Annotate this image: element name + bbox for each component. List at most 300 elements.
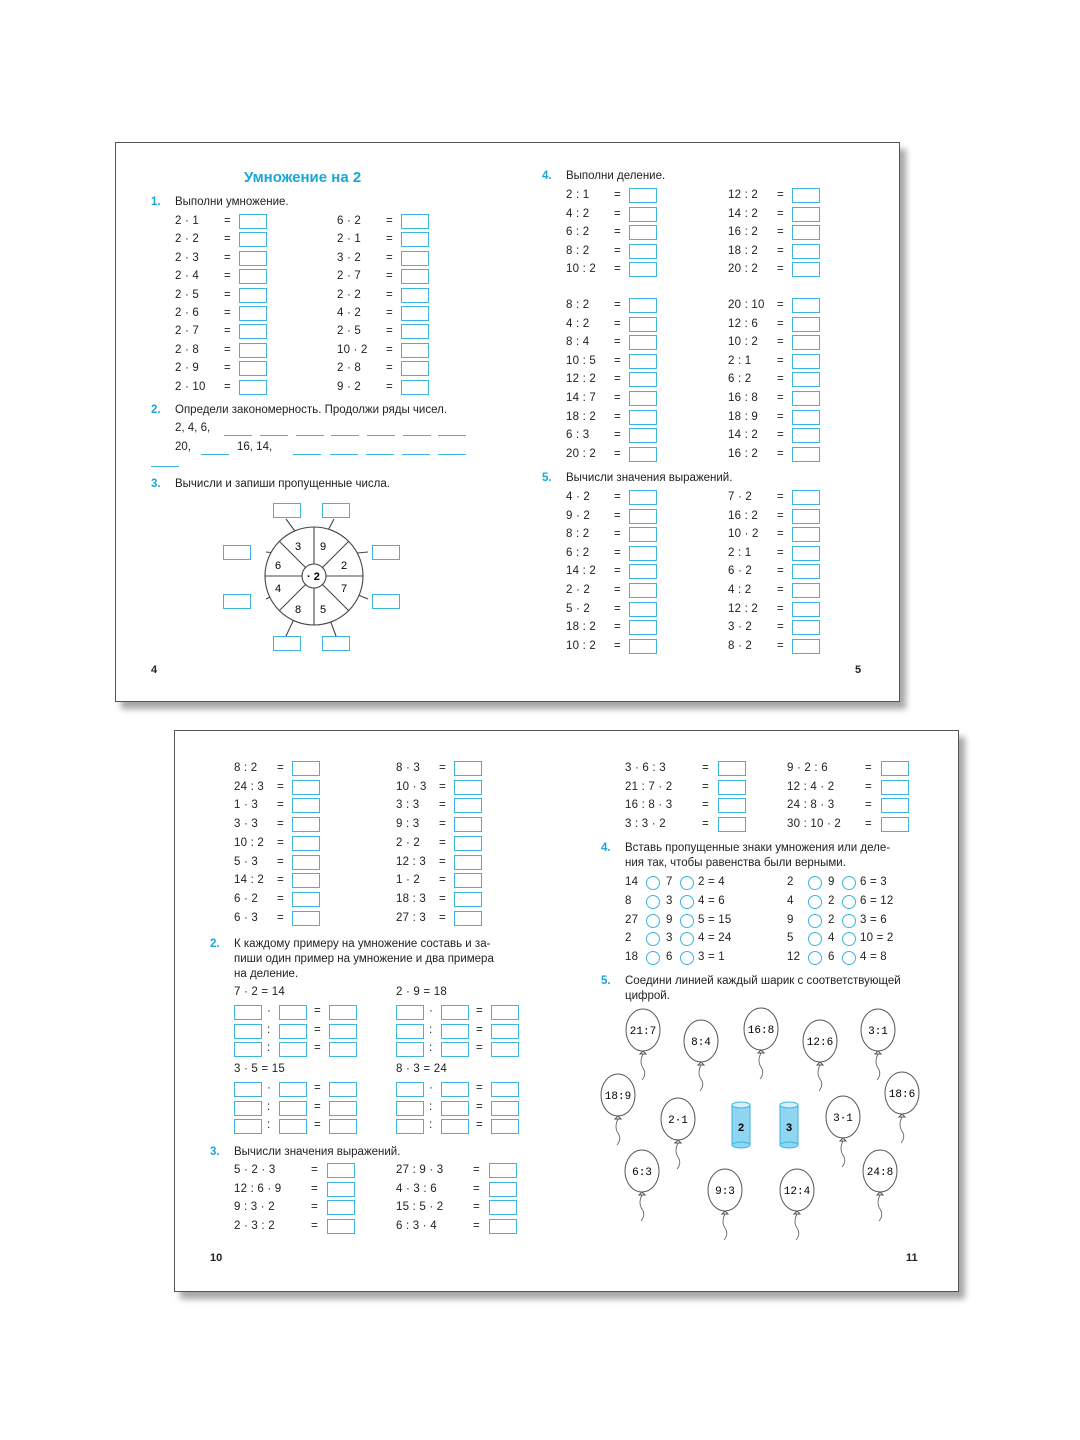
answer-box[interactable]: [792, 639, 820, 654]
equals-sign: =: [277, 762, 284, 774]
balloon[interactable]: [744, 1008, 778, 1079]
equals-sign: =: [314, 1119, 321, 1131]
equation-result: 2 = 4: [698, 876, 725, 888]
expression: 8 : 2: [566, 528, 590, 541]
balloon[interactable]: [861, 1009, 895, 1080]
balloon[interactable]: [863, 1150, 897, 1221]
answer-box[interactable]: [792, 207, 820, 222]
sequence-blank[interactable]: [330, 453, 358, 455]
equals-sign: =: [314, 1005, 321, 1017]
balloon-label: 24:8: [866, 1167, 894, 1179]
equals-sign: =: [386, 215, 393, 227]
answer-box[interactable]: [718, 780, 746, 795]
balloon[interactable]: [885, 1072, 919, 1143]
sequence-blank[interactable]: [438, 453, 466, 455]
answer-box[interactable]: [491, 1042, 519, 1057]
operator-circle[interactable]: [646, 932, 660, 946]
expression: 27 : 3: [396, 911, 426, 924]
answer-box[interactable]: [629, 583, 657, 598]
expression: 3 · 6 : 3: [625, 762, 666, 774]
answer-box[interactable]: [629, 546, 657, 561]
equals-sign: =: [311, 1182, 318, 1195]
answer-box[interactable]: [239, 343, 267, 358]
answer-box[interactable]: [489, 1182, 517, 1197]
equals-sign: =: [439, 818, 446, 831]
answer-box[interactable]: [629, 527, 657, 542]
equals-sign: =: [614, 392, 621, 404]
answer-box[interactable]: [792, 546, 820, 561]
answer-box[interactable]: [629, 602, 657, 617]
equals-sign: =: [777, 509, 784, 522]
digit-cylinder[interactable]: [780, 1102, 798, 1148]
answer-box[interactable]: [718, 817, 746, 832]
answer-box[interactable]: [629, 244, 657, 259]
answer-box[interactable]: [629, 391, 657, 406]
answer-box[interactable]: [454, 836, 482, 851]
answer-box[interactable]: [239, 214, 267, 229]
answer-box[interactable]: [792, 244, 820, 259]
answer-box[interactable]: [792, 317, 820, 332]
answer-box[interactable]: [441, 1042, 469, 1057]
answer-box[interactable]: [629, 410, 657, 425]
answer-box[interactable]: [279, 1082, 307, 1097]
equals-sign: =: [439, 780, 446, 793]
operator-circle[interactable]: [808, 932, 822, 946]
answer-box[interactable]: [792, 583, 820, 598]
expression: 9 · 2: [337, 380, 362, 393]
operator-circle[interactable]: [808, 876, 822, 890]
expression: 5 · 2 · 3: [234, 1164, 276, 1176]
answer-box[interactable]: [396, 1119, 424, 1134]
answer-box[interactable]: [792, 620, 820, 635]
task2-line: К каждому примеру на умножение составь и за-: [234, 938, 491, 950]
answer-box[interactable]: [792, 391, 820, 406]
expression: 6 · 2: [337, 215, 362, 227]
answer-box[interactable]: [292, 798, 320, 813]
answer-box[interactable]: [327, 1219, 355, 1234]
answer-box[interactable]: [454, 780, 482, 795]
sequence-blank[interactable]: [331, 434, 359, 436]
sequence-row-1: 2, 4, 6,: [175, 422, 211, 434]
answer-box[interactable]: [401, 251, 429, 266]
equals-sign: =: [614, 602, 621, 615]
task2-line: пиши один пример на умножение и два примера: [234, 953, 494, 965]
answer-box[interactable]: [234, 1024, 262, 1039]
wheel-answer-box[interactable]: [223, 545, 251, 560]
wheel-answer-box[interactable]: [322, 503, 350, 518]
expression: 6 : 3: [566, 429, 590, 442]
expression: 18 : 9: [728, 410, 758, 423]
operator-circle[interactable]: [842, 951, 856, 965]
answer-box[interactable]: [629, 207, 657, 222]
operator-circle[interactable]: [808, 914, 822, 928]
answer-box[interactable]: [396, 1005, 424, 1020]
equals-sign: =: [224, 362, 231, 375]
balloon[interactable]: [626, 1009, 660, 1080]
balloon[interactable]: [708, 1169, 742, 1240]
expression: 3 : 3: [396, 799, 420, 812]
answer-box[interactable]: [401, 361, 429, 376]
answer-box[interactable]: [329, 1024, 357, 1039]
answer-box[interactable]: [329, 1101, 357, 1116]
balloon[interactable]: [661, 1098, 695, 1169]
wheel-answer-box[interactable]: [273, 636, 301, 651]
expression: 2 · 9: [175, 362, 200, 375]
expression: 14 : 2: [566, 565, 596, 578]
page-number-left: 10: [210, 1252, 223, 1264]
operator-circle[interactable]: [808, 951, 822, 965]
answer-box[interactable]: [234, 1042, 262, 1057]
expression: 6 · 2: [234, 892, 259, 905]
equals-sign: =: [311, 1164, 318, 1176]
answer-box[interactable]: [454, 892, 482, 907]
equals-sign: =: [314, 1082, 321, 1094]
task5-line: цифрой.: [625, 990, 670, 1002]
equals-sign: =: [439, 836, 446, 849]
equals-sign: =: [702, 780, 709, 793]
equals-sign: =: [277, 874, 284, 887]
task2-text: Определи закономерность. Продолжи ряды чисел.: [175, 404, 448, 416]
balloon[interactable]: [826, 1096, 860, 1167]
wheel-center: · 2: [307, 571, 320, 583]
answer-box[interactable]: [792, 354, 820, 369]
multiplication-example: 3 · 5 = 15: [234, 1063, 285, 1075]
answer-box[interactable]: [279, 1119, 307, 1134]
answer-box[interactable]: [234, 1005, 262, 1020]
answer-box[interactable]: [441, 1005, 469, 1020]
balloon[interactable]: [601, 1074, 635, 1145]
answer-box[interactable]: [292, 873, 320, 888]
answer-box[interactable]: [292, 855, 320, 870]
equals-sign: =: [777, 584, 784, 596]
answer-box[interactable]: [239, 306, 267, 321]
sequence-blank[interactable]: [366, 453, 394, 455]
expression: 4 · 3 : 6: [396, 1182, 437, 1195]
expression: 8 : 2: [566, 244, 590, 257]
sequence-blank[interactable]: [402, 453, 430, 455]
answer-box[interactable]: [454, 911, 482, 926]
answer-box[interactable]: [396, 1042, 424, 1057]
answer-box[interactable]: [396, 1101, 424, 1116]
answer-box[interactable]: [491, 1101, 519, 1116]
answer-box[interactable]: [792, 447, 820, 462]
balloon-label: 3·1: [833, 1113, 853, 1125]
sequence-blank[interactable]: [438, 434, 466, 436]
expression: 12 : 2: [728, 189, 758, 201]
balloon[interactable]: [625, 1150, 659, 1221]
answer-box[interactable]: [454, 798, 482, 813]
answer-box[interactable]: [292, 892, 320, 907]
balloon[interactable]: [780, 1169, 814, 1240]
sequence-blank[interactable]: [201, 453, 229, 455]
equals-sign: =: [224, 251, 231, 264]
expression: 24 : 3: [234, 780, 264, 793]
answer-box[interactable]: [401, 306, 429, 321]
equation-number: 2: [625, 932, 632, 945]
answer-box[interactable]: [279, 1101, 307, 1116]
task3-number: 3.: [151, 478, 161, 490]
wheel-answer-box[interactable]: [273, 503, 301, 518]
answer-box[interactable]: [489, 1200, 517, 1215]
answer-box[interactable]: [234, 1082, 262, 1097]
equals-sign: =: [777, 244, 784, 257]
answer-box[interactable]: [292, 817, 320, 832]
operator-circle[interactable]: [646, 895, 660, 909]
operator-circle[interactable]: [680, 895, 694, 909]
answer-box[interactable]: [489, 1163, 517, 1178]
equals-sign: =: [439, 762, 446, 774]
task3-number: 3.: [210, 1146, 220, 1158]
expression: 12 : 4 · 2: [787, 780, 835, 793]
wheel-answer-box[interactable]: [372, 545, 400, 560]
equation-result: 10 = 2: [860, 932, 894, 945]
answer-box[interactable]: [441, 1101, 469, 1116]
answer-box[interactable]: [629, 317, 657, 332]
answer-box[interactable]: [396, 1082, 424, 1097]
answer-box[interactable]: [792, 335, 820, 350]
answer-box[interactable]: [718, 761, 746, 776]
equals-sign: =: [614, 317, 621, 330]
balloon-label: 18:9: [604, 1091, 632, 1103]
equals-sign: =: [439, 799, 446, 812]
task5-text: Вычисли значения выражений.: [566, 472, 733, 484]
answer-box[interactable]: [792, 564, 820, 579]
equals-sign: =: [777, 639, 784, 652]
expression: 10 : 5: [566, 354, 596, 367]
answer-box[interactable]: [629, 262, 657, 277]
operation-sign: :: [267, 1119, 271, 1131]
operator-circle[interactable]: [646, 951, 660, 965]
task2-number: 2.: [210, 938, 220, 950]
equals-sign: =: [224, 380, 231, 393]
operator-circle[interactable]: [842, 876, 856, 890]
equals-sign: =: [614, 429, 621, 442]
answer-box[interactable]: [401, 269, 429, 284]
answer-box[interactable]: [239, 288, 267, 303]
answer-box[interactable]: [881, 761, 909, 776]
equation-result: 3 = 1: [698, 951, 725, 964]
equals-sign: =: [777, 392, 784, 404]
answer-box[interactable]: [629, 188, 657, 203]
task4-number: 4.: [542, 170, 552, 182]
answer-box[interactable]: [792, 225, 820, 240]
answer-box[interactable]: [234, 1101, 262, 1116]
expression: 2 · 1: [175, 215, 200, 227]
answer-box[interactable]: [327, 1163, 355, 1178]
operator-circle[interactable]: [808, 895, 822, 909]
wheel-answer-box[interactable]: [223, 594, 251, 609]
answer-box[interactable]: [629, 447, 657, 462]
expression: 6 : 2: [566, 226, 590, 239]
answer-box[interactable]: [327, 1200, 355, 1215]
answer-box[interactable]: [327, 1182, 355, 1197]
expression: 9 : 3: [396, 818, 420, 831]
answer-box[interactable]: [292, 780, 320, 795]
expression: 2 · 1: [337, 233, 362, 246]
operation-sign: :: [429, 1119, 433, 1131]
answer-box[interactable]: [881, 817, 909, 832]
answer-box[interactable]: [234, 1119, 262, 1134]
sequence-blank[interactable]: [260, 434, 288, 436]
wheel-sector: 2: [341, 560, 348, 572]
equals-sign: =: [614, 207, 621, 220]
answer-box[interactable]: [792, 509, 820, 524]
operator-circle[interactable]: [680, 951, 694, 965]
digit-cylinder[interactable]: [732, 1102, 750, 1148]
operator-circle[interactable]: [842, 932, 856, 946]
operation-sign: ·: [429, 1005, 434, 1017]
sequence-blank[interactable]: [293, 453, 321, 455]
expression: 8 · 2: [728, 639, 753, 652]
operator-circle[interactable]: [842, 895, 856, 909]
answer-box[interactable]: [629, 225, 657, 240]
answer-box[interactable]: [279, 1042, 307, 1057]
operator-circle[interactable]: [842, 914, 856, 928]
answer-box[interactable]: [239, 380, 267, 395]
answer-box[interactable]: [629, 354, 657, 369]
answer-box[interactable]: [329, 1082, 357, 1097]
answer-box[interactable]: [792, 262, 820, 277]
answer-box[interactable]: [239, 232, 267, 247]
answer-box[interactable]: [629, 564, 657, 579]
answer-box[interactable]: [792, 428, 820, 443]
answer-box[interactable]: [279, 1024, 307, 1039]
answer-box[interactable]: [792, 372, 820, 387]
equals-sign: =: [386, 380, 393, 393]
equals-sign: =: [476, 1042, 483, 1054]
answer-box[interactable]: [396, 1024, 424, 1039]
answer-box[interactable]: [239, 251, 267, 266]
answer-box[interactable]: [329, 1005, 357, 1020]
equals-sign: =: [865, 780, 872, 793]
answer-box[interactable]: [401, 324, 429, 339]
equals-sign: =: [476, 1005, 483, 1017]
answer-box[interactable]: [629, 428, 657, 443]
answer-box[interactable]: [629, 298, 657, 313]
answer-box[interactable]: [881, 798, 909, 813]
operator-circle[interactable]: [646, 876, 660, 890]
expression: 6 : 2: [566, 546, 590, 559]
sequence-blank[interactable]: [224, 434, 252, 436]
answer-box[interactable]: [881, 780, 909, 795]
equals-sign: =: [314, 1100, 321, 1113]
equals-sign: =: [777, 429, 784, 442]
operator-circle[interactable]: [646, 914, 660, 928]
answer-box[interactable]: [629, 620, 657, 635]
answer-box[interactable]: [292, 911, 320, 926]
wheel-sector: 8: [295, 604, 302, 616]
expression: 3 · 2: [728, 621, 753, 634]
sequence-blank[interactable]: [403, 434, 431, 436]
expression: 2 · 7: [337, 270, 362, 283]
answer-box[interactable]: [629, 639, 657, 654]
answer-box[interactable]: [792, 602, 820, 617]
answer-box[interactable]: [401, 288, 429, 303]
answer-box[interactable]: [491, 1005, 519, 1020]
operator-circle[interactable]: [680, 876, 694, 890]
expression: 21 : 7 · 2: [625, 780, 673, 793]
equals-sign: =: [386, 362, 393, 375]
expression: 16 : 2: [728, 509, 758, 522]
expression: 6 · 3: [234, 911, 259, 924]
answer-box[interactable]: [491, 1082, 519, 1097]
equation-number: 2: [787, 876, 794, 888]
answer-box[interactable]: [489, 1219, 517, 1234]
equals-sign: =: [777, 354, 784, 367]
sequence-blank[interactable]: [151, 465, 179, 467]
answer-box[interactable]: [401, 380, 429, 395]
answer-box[interactable]: [329, 1119, 357, 1134]
answer-box[interactable]: [629, 335, 657, 350]
equals-sign: =: [614, 410, 621, 423]
answer-box[interactable]: [792, 410, 820, 425]
equals-sign: =: [311, 1219, 318, 1232]
answer-box[interactable]: [454, 855, 482, 870]
balloon[interactable]: [684, 1020, 718, 1091]
wheel-answer-box[interactable]: [322, 636, 350, 651]
answer-box[interactable]: [792, 188, 820, 203]
equals-sign: =: [614, 299, 621, 311]
equals-sign: =: [614, 621, 621, 634]
operator-circle[interactable]: [680, 932, 694, 946]
answer-box[interactable]: [441, 1082, 469, 1097]
answer-box[interactable]: [792, 298, 820, 313]
sequence-blank[interactable]: [296, 434, 324, 436]
answer-box[interactable]: [239, 269, 267, 284]
answer-box[interactable]: [292, 761, 320, 776]
equals-sign: =: [614, 226, 621, 239]
answer-box[interactable]: [792, 490, 820, 505]
answer-box[interactable]: [629, 509, 657, 524]
answer-box[interactable]: [491, 1024, 519, 1039]
expression: 1 · 3: [234, 799, 259, 812]
answer-box[interactable]: [441, 1119, 469, 1134]
answer-box[interactable]: [629, 372, 657, 387]
answer-box[interactable]: [329, 1042, 357, 1057]
answer-box[interactable]: [792, 527, 820, 542]
answer-box[interactable]: [239, 324, 267, 339]
answer-box[interactable]: [239, 361, 267, 376]
answer-box[interactable]: [454, 873, 482, 888]
answer-box[interactable]: [401, 343, 429, 358]
wheel-sector: 6: [275, 560, 282, 572]
equals-sign: =: [702, 762, 709, 774]
equation-number: 2: [828, 894, 835, 907]
expression: 2 · 8: [337, 362, 362, 375]
answer-box[interactable]: [401, 232, 429, 247]
answer-box[interactable]: [441, 1024, 469, 1039]
expression: 2 · 6: [175, 307, 200, 319]
answer-box[interactable]: [292, 836, 320, 851]
answer-box[interactable]: [401, 214, 429, 229]
answer-box[interactable]: [491, 1119, 519, 1134]
answer-box[interactable]: [629, 490, 657, 505]
answer-box[interactable]: [454, 817, 482, 832]
sequence-blank[interactable]: [367, 434, 395, 436]
answer-box[interactable]: [718, 798, 746, 813]
operator-circle[interactable]: [680, 914, 694, 928]
expression: 2 · 2: [396, 836, 421, 849]
expression: 18 : 2: [566, 410, 596, 423]
wheel-answer-box[interactable]: [372, 594, 400, 609]
answer-box[interactable]: [279, 1005, 307, 1020]
equals-sign: =: [777, 410, 784, 423]
answer-box[interactable]: [454, 761, 482, 776]
equals-sign: =: [614, 491, 621, 503]
balloon[interactable]: [803, 1020, 837, 1091]
equals-sign: =: [386, 251, 393, 264]
equals-sign: =: [702, 818, 709, 831]
